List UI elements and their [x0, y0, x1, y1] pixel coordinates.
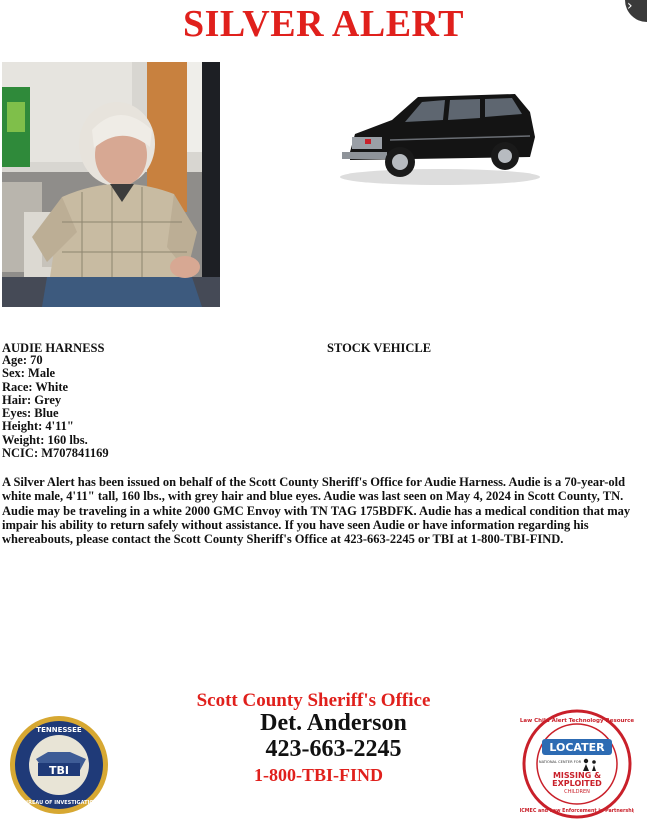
- agency-name: Scott County Sheriff's Office: [196, 690, 431, 711]
- detail-weight: Weight: 160 lbs.: [2, 432, 88, 447]
- stock-vehicle-image: [330, 82, 550, 192]
- detective-name: Det. Anderson: [260, 710, 407, 736]
- locater-ring-bottom: NCMEC and Law Enforcement in Partnership: [520, 809, 634, 814]
- locater-small: NATIONAL CENTER FOR: [538, 760, 582, 764]
- alert-title: SILVER ALERT: [183, 3, 464, 45]
- person-name: AUDIE HARNESS: [2, 341, 105, 355]
- detail-hair: Hair: Grey: [2, 392, 62, 407]
- detail-ncic: NCIC: M707841169: [2, 446, 109, 461]
- locater-children: CHILDREN: [564, 789, 590, 795]
- contact-phone: 423-663-2245: [265, 736, 402, 762]
- detail-height: Height: 4'11": [2, 419, 74, 434]
- tbi-logo-top: TENNESSEE: [36, 726, 82, 734]
- tbi-logo-bottom: BUREAU OF INVESTIGATION: [20, 800, 98, 806]
- person-details: [2, 354, 109, 460]
- tbi-badge-logo: [8, 714, 110, 816]
- alert-description: A Silver Alert has been issued on behalf of the Scott County Sheriff's Office for Audie Harness. Audie is a 70-year-old white male, 4'11" tall, 160 lbs., with grey hair and blue eyes. Audie was last seen on May 4, 2024 in Scott County, TN. Audie may be traveling in a white 2000 GMC Envoy with TN TAG 175BDFK. Audie has a medical condition that may impair his ability to return safely without assistance. If you have seen Audie or have information regarding his whereabouts, please contact the Scott County Sheriff's Office at 423-663-2245 or TBI at 1-800-TBI-FIND.: [2, 475, 631, 547]
- locater-word: LOCATER: [549, 741, 605, 754]
- detail-sex: Sex: Male: [2, 366, 56, 381]
- locater-exploited: EXPLOITED: [552, 779, 602, 788]
- tbi-logo-center: TBI: [49, 764, 69, 777]
- chevron-right-icon: ›: [627, 0, 633, 14]
- missing-person-photo: [2, 62, 220, 307]
- vehicle-caption: STOCK VEHICLE: [327, 341, 432, 355]
- locater-ring-top: Law Child Alert Technology Resource: [520, 718, 634, 724]
- detail-race: Race: White: [2, 379, 69, 394]
- detail-age: Age: 70: [2, 353, 43, 367]
- tbi-hotline: 1-800-TBI-FIND: [254, 765, 383, 785]
- locater-logo: [520, 709, 634, 819]
- locater-missing: MISSING &: [552, 771, 602, 780]
- detail-eyes: Eyes: Blue: [2, 406, 59, 421]
